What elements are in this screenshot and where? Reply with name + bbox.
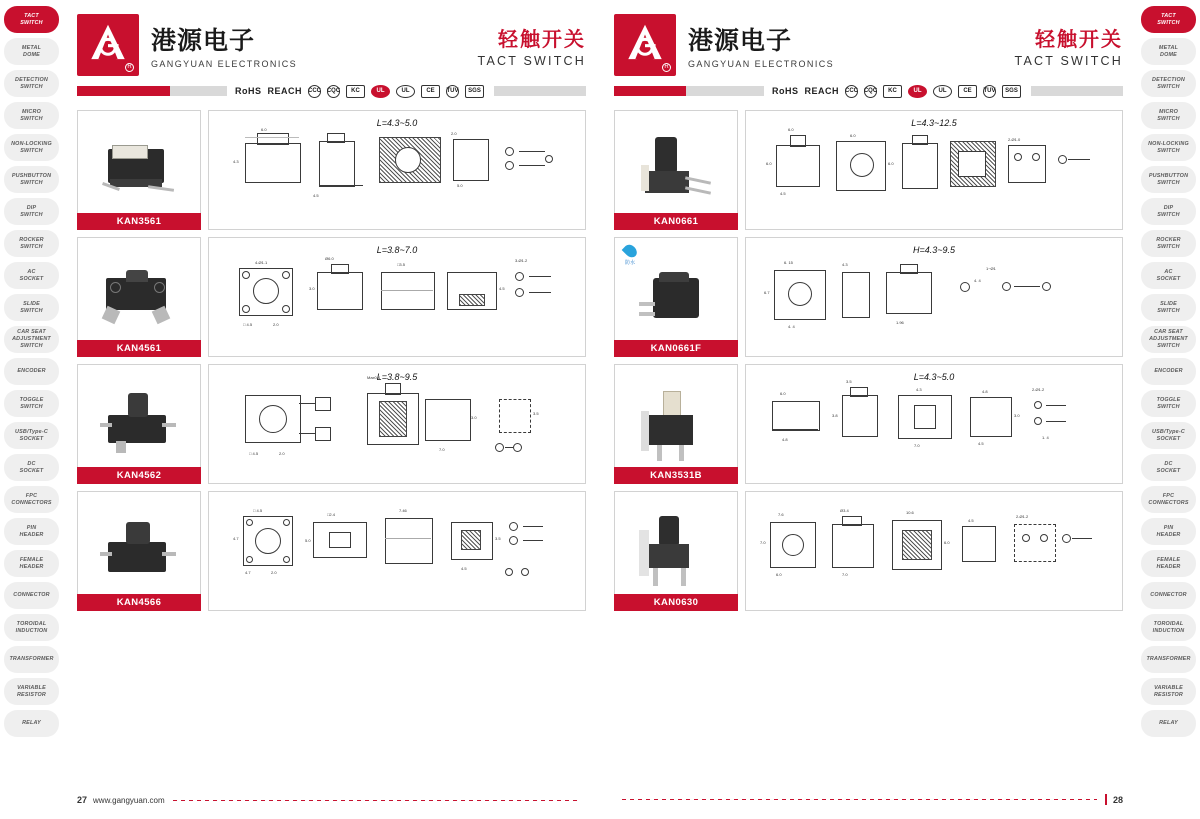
- sidebar-tab-label: SLIDE: [1160, 300, 1177, 307]
- sidebar-tab-detection-switch[interactable]: [4, 70, 59, 97]
- sidebar-tab-label: CONNECTORS: [11, 499, 52, 506]
- product-drawing: L=3.8~7.0 4-Ø1.1 □ 4.5 2.0 Ø6.0 3.0 □3.5 4.5 3-Ø1.2: [208, 237, 586, 357]
- product-rows-left: [77, 110, 586, 611]
- sidebar-tab-label: SWITCH: [1157, 403, 1180, 410]
- page-title-en: TACT SWITCH: [477, 53, 586, 68]
- reach-label: REACH: [804, 86, 840, 96]
- sidebar-tab-metal-dome[interactable]: [4, 38, 59, 65]
- sidebar-tab-fpc-connectors[interactable]: [4, 486, 59, 513]
- product-model-label: KAN4566: [77, 594, 201, 611]
- sidebar-tab-dip-switch[interactable]: [1141, 198, 1196, 225]
- brand-block-right: [688, 21, 834, 69]
- sidebar-tab-label: NON-LOCKING: [11, 140, 52, 147]
- sidebar-tab-label: FPC: [1162, 492, 1175, 499]
- product-photo: [77, 237, 201, 357]
- sidebar-tab-label: HEADER: [1156, 531, 1181, 538]
- sidebar-tab-female-header[interactable]: [1141, 550, 1196, 577]
- product-model-label: KAN3531B: [614, 467, 738, 484]
- sidebar-tab-ac-socket[interactable]: [4, 262, 59, 289]
- dimension-note: L=4.3~12.5: [911, 118, 957, 128]
- title-block-right: [1015, 23, 1123, 68]
- sidebar-tab-label: SWITCH: [20, 179, 43, 186]
- sidebar-tab-label: SWITCH: [1157, 83, 1180, 90]
- switch-photo-kan0661: [637, 135, 715, 205]
- product-drawing: □ 4.5 4.7 2.0 4.7 □2.4 5.0 7.46 3.5 4.5: [208, 491, 586, 611]
- sidebar-tab-label: INDUCTION: [15, 627, 48, 634]
- product-row: [77, 110, 586, 230]
- footer-divider: [622, 799, 1097, 800]
- switch-photo-kan4561: [100, 262, 178, 332]
- logo-glyph-icon: [86, 21, 130, 65]
- sidebar-tab-label: PIN: [26, 524, 37, 531]
- product-model-label: KAN4562: [77, 467, 201, 484]
- dimension-note: L=4.3~5.0: [376, 118, 418, 128]
- sidebar-tab-tact-switch[interactable]: [4, 6, 59, 33]
- page-header-right: [614, 0, 1123, 82]
- sidebar-tab-label: NON-LOCKING: [1148, 140, 1189, 147]
- sidebar-tab-variable-resistor[interactable]: [1141, 678, 1196, 705]
- sidebar-tab-label: HEADER: [1156, 563, 1181, 570]
- dimension-note: H=4.3~9.5: [912, 245, 956, 255]
- sidebar-tab-label: METAL: [21, 44, 42, 51]
- product-row: [77, 364, 586, 484]
- sidebar-tab-label: ROCKER: [1156, 236, 1181, 243]
- company-logo: [77, 14, 139, 76]
- right-page: [600, 0, 1137, 819]
- sidebar-tab-label: SWITCH: [1157, 179, 1180, 186]
- website-url[interactable]: www.gangyuan.com: [93, 795, 165, 805]
- sidebar-tab-label: SOCKET: [19, 435, 44, 442]
- sidebar-tab-label: SWITCH: [20, 243, 43, 250]
- cert-tail-bar: [494, 86, 586, 96]
- product-row: [77, 237, 586, 357]
- sidebar-tab-label: INDUCTION: [1152, 627, 1185, 634]
- sidebar-tab-dip-switch[interactable]: [4, 198, 59, 225]
- waterproof-label: 防水: [624, 260, 635, 266]
- sidebar-tab-dc-socket[interactable]: [1141, 454, 1196, 481]
- cert-tail-bar: [1031, 86, 1123, 96]
- product-model-label: KAN0661: [614, 213, 738, 230]
- sidebar-tab-label: DOME: [1160, 51, 1177, 58]
- sidebar-tab-toroidal-induction[interactable]: [4, 614, 59, 641]
- title-block-left: [478, 23, 586, 68]
- sidebar-tab-label: VARIABLE: [17, 684, 46, 691]
- sidebar-tab-label: RELAY: [22, 720, 41, 726]
- ccc-mark-icon: CCC: [845, 85, 858, 98]
- product-model-label: KAN0661F: [614, 340, 738, 357]
- sidebar-tab-label: TRANSFORMER: [9, 656, 54, 662]
- product-row: [614, 237, 1123, 357]
- page-title-cn: 轻触开关: [1035, 28, 1123, 51]
- product-photo: [77, 110, 201, 230]
- sidebar-tab-slide-switch[interactable]: [4, 294, 59, 321]
- sidebar-tab-label: TOROIDAL: [1153, 620, 1184, 627]
- brand-name-cn: 港源电子: [151, 28, 256, 55]
- sidebar-tab-label: SWITCH: [20, 147, 43, 154]
- sidebar-tab-connector[interactable]: [1141, 582, 1196, 609]
- sidebar-tab-label: USB/Type-C: [1152, 428, 1185, 435]
- sidebar-tab-label: SWITCH: [1157, 307, 1180, 314]
- product-drawing: L=3.8~9.5 □ 4.5 2.0 Max0.4 3.0 7.0 3.5: [208, 364, 586, 484]
- tuv-mark-icon: TUV: [446, 85, 459, 98]
- sidebar-tab-label: METAL: [1158, 44, 1179, 51]
- sidebar-tab-carseat-adjustment-switch[interactable]: [1141, 326, 1196, 353]
- sidebar-tab-label: SOCKET: [1156, 275, 1181, 282]
- dimension-note: L=4.3~5.0: [913, 372, 955, 382]
- footer-divider: [173, 800, 578, 801]
- sidebar-tab-pushbutton-switch[interactable]: [4, 166, 59, 193]
- sidebar-tab-label: SOCKET: [1156, 467, 1181, 474]
- ce-mark-icon: CE: [958, 85, 977, 98]
- page-number-left: 27: [77, 795, 88, 805]
- sidebar-tab-label: PUSHBUTTON: [1148, 172, 1189, 179]
- cert-bar-left: [77, 86, 227, 96]
- sidebar-tab-transformer[interactable]: [4, 646, 59, 673]
- sidebar-tab-label: PUSHBUTTON: [11, 172, 52, 179]
- sidebar-tab-label: CONNECTORS: [1148, 499, 1189, 506]
- sidebar-tab-rocker-switch[interactable]: [1141, 230, 1196, 257]
- sidebar-tab-usbtype-c-socket[interactable]: [4, 422, 59, 449]
- sidebar-tab-label: TOGGLE: [1156, 396, 1181, 403]
- certification-strip-left: [77, 82, 586, 100]
- sidebar-tab-label: TRANSFORMER: [1146, 656, 1191, 662]
- sidebar-tab-label: SWITCH: [20, 115, 43, 122]
- left-tab-column: [0, 0, 63, 819]
- switch-photo-kan0661f: [637, 262, 715, 332]
- sidebar-tab-dc-socket[interactable]: [4, 454, 59, 481]
- sidebar-tab-label: ENCODER: [1154, 368, 1183, 374]
- sidebar-tab-transformer[interactable]: [1141, 646, 1196, 673]
- sidebar-tab-carseat-adjustment-switch[interactable]: [4, 326, 59, 353]
- sidebar-tab-metal-dome[interactable]: [1141, 38, 1196, 65]
- sidebar-tab-label: TACT: [24, 12, 39, 19]
- sgs-mark-icon: SGS: [1002, 85, 1021, 98]
- dimension-note: L=3.8~7.0: [376, 245, 418, 255]
- certification-strip-right: [614, 82, 1123, 100]
- sidebar-tab-label: SWITCH: [20, 211, 43, 218]
- sidebar-tab-label: SWITCH: [1157, 115, 1180, 122]
- registered-mark-icon: R: [662, 63, 671, 72]
- sidebar-tab-label: DETECTION: [1152, 76, 1185, 83]
- sidebar-tab-label: DC: [1164, 460, 1173, 467]
- sidebar-tab-label: SWITCH: [1157, 243, 1180, 250]
- sidebar-tab-micro-switch[interactable]: [4, 102, 59, 129]
- cqc-mark-icon: CQC: [864, 85, 877, 98]
- sidebar-tab-label: ADJUSTMENT: [1149, 336, 1188, 342]
- page-footer-left: [77, 795, 586, 805]
- page-footer-right: [614, 794, 1123, 805]
- product-row: [614, 110, 1123, 230]
- sidebar-tab-label: MICRO: [1159, 108, 1178, 115]
- sidebar-tab-encoder[interactable]: [1141, 358, 1196, 385]
- sidebar-tab-label: TACT: [1161, 12, 1176, 19]
- sidebar-tab-label: CONNECTOR: [1150, 592, 1187, 598]
- product-rows-right: [614, 110, 1123, 611]
- ul-alt-mark-icon: UL: [396, 85, 415, 98]
- sidebar-tab-detection-switch[interactable]: [1141, 70, 1196, 97]
- footer-red-bar: [1105, 794, 1107, 805]
- switch-photo-kan4562: [100, 389, 178, 459]
- sidebar-tab-label: FEMALE: [1156, 556, 1181, 563]
- sidebar-tab-variable-resistor[interactable]: [4, 678, 59, 705]
- sidebar-tab-label: ADJUSTMENT: [12, 336, 51, 342]
- product-row: [614, 491, 1123, 611]
- sidebar-tab-micro-switch[interactable]: [1141, 102, 1196, 129]
- sidebar-tab-rocker-switch[interactable]: [4, 230, 59, 257]
- sidebar-tab-ac-socket[interactable]: [1141, 262, 1196, 289]
- product-model-label: KAN3561: [77, 213, 201, 230]
- sidebar-tab-toroidal-induction[interactable]: [1141, 614, 1196, 641]
- sidebar-tab-label: VARIABLE: [1154, 684, 1183, 691]
- sidebar-tab-label: SLIDE: [23, 300, 40, 307]
- sidebar-tab-label: SWITCH: [20, 307, 43, 314]
- sidebar-tab-label: FPC: [25, 492, 38, 499]
- sidebar-tab-label: SWITCH: [20, 403, 43, 410]
- sidebar-tab-label: RESISTOR: [16, 691, 47, 698]
- sidebar-tab-label: SWITCH: [1157, 147, 1180, 154]
- product-model-label: KAN4561: [77, 340, 201, 357]
- registered-mark-icon: R: [125, 63, 134, 72]
- switch-photo-kan3531b: [637, 389, 715, 459]
- sidebar-tab-label: PIN: [1163, 524, 1174, 531]
- product-photo: [77, 364, 201, 484]
- product-drawing: L=4.3~5.0 6.0 4.8 3.5 3.8 4.3 7.0 4.8 3.0 4.5 2-Ø1.2 1. 4: [745, 364, 1123, 484]
- reach-label: REACH: [267, 86, 303, 96]
- water-drop-icon: [621, 242, 639, 260]
- sgs-mark-icon: SGS: [465, 85, 484, 98]
- sidebar-tab-label: DIP: [26, 204, 37, 211]
- sidebar-tab-label: SWITCH: [20, 343, 43, 349]
- rohs-label: RoHS: [235, 86, 262, 96]
- sidebar-tab-toggle-switch[interactable]: [1141, 390, 1196, 417]
- pages-area: [63, 0, 1137, 819]
- sidebar-tab-label: CAR SEAT: [17, 329, 46, 335]
- ul-alt-mark-icon: UL: [933, 85, 952, 98]
- sidebar-tab-slide-switch[interactable]: [1141, 294, 1196, 321]
- right-tab-column: [1137, 0, 1200, 819]
- ce-mark-icon: CE: [421, 85, 440, 98]
- sidebar-tab-label: SWITCH: [1157, 343, 1180, 349]
- sidebar-tab-label: DC: [27, 460, 36, 467]
- sidebar-tab-label: SOCKET: [1156, 435, 1181, 442]
- cqc-mark-icon: CQC: [327, 85, 340, 98]
- product-row: [614, 364, 1123, 484]
- switch-photo-kan0630: [637, 516, 715, 586]
- sidebar-tab-label: DIP: [1163, 204, 1174, 211]
- page-title-cn: 轻触开关: [498, 28, 586, 51]
- sidebar-tab-label: MICRO: [22, 108, 41, 115]
- sidebar-tab-label: AC: [27, 268, 36, 275]
- kc-mark-icon: KC: [346, 85, 365, 98]
- sidebar-tab-label: CAR SEAT: [1154, 329, 1183, 335]
- sidebar-tab-label: SWITCH: [20, 83, 43, 90]
- sidebar-tab-relay[interactable]: [1141, 710, 1196, 737]
- sidebar-tab-relay[interactable]: [4, 710, 59, 737]
- sidebar-tab-label: ENCODER: [17, 368, 46, 374]
- sidebar-tab-label: TOROIDAL: [16, 620, 47, 627]
- product-row: [77, 491, 586, 611]
- company-logo: [614, 14, 676, 76]
- sidebar-tab-non-locking-switch[interactable]: [4, 134, 59, 161]
- sidebar-tab-fpc-connectors[interactable]: [1141, 486, 1196, 513]
- switch-photo-kan3561: [100, 135, 178, 205]
- sidebar-tab-toggle-switch[interactable]: [4, 390, 59, 417]
- brand-name-cn: 港源电子: [688, 28, 793, 55]
- sidebar-tab-label: HEADER: [19, 531, 44, 538]
- brand-block-left: [151, 21, 297, 69]
- product-drawing: 7.6 7.0 6.0 Ø3.4 7.0 10.6 6.0 4.5 2-Ø1.2: [745, 491, 1123, 611]
- sidebar-tab-usbtype-c-socket[interactable]: [1141, 422, 1196, 449]
- page-number-right: 28: [1112, 794, 1123, 805]
- rohs-label: RoHS: [772, 86, 799, 96]
- sidebar-tab-non-locking-switch[interactable]: [1141, 134, 1196, 161]
- logo-glyph-icon: [623, 21, 667, 65]
- sidebar-tab-pin-header[interactable]: [1141, 518, 1196, 545]
- ul-mark-icon: UL: [371, 85, 390, 98]
- cert-bar-right: [614, 86, 764, 96]
- sidebar-tab-label: RESISTOR: [1153, 691, 1184, 698]
- product-model-label: KAN0630: [614, 594, 738, 611]
- sidebar-tab-label: SWITCH: [20, 19, 43, 26]
- brand-name-en: GANGYUAN ELECTRONICS: [151, 59, 298, 69]
- sidebar-tab-label: DOME: [23, 51, 40, 58]
- sidebar-tab-label: TOGGLE: [19, 396, 44, 403]
- page-title-en: TACT SWITCH: [1014, 53, 1123, 68]
- sidebar-tab-pushbutton-switch[interactable]: [1141, 166, 1196, 193]
- brand-name-en: GANGYUAN ELECTRONICS: [688, 59, 835, 69]
- sidebar-tab-label: USB/Type-C: [15, 428, 48, 435]
- sidebar-tab-label: SOCKET: [19, 467, 44, 474]
- switch-photo-kan4566: [100, 516, 178, 586]
- product-photo: [614, 237, 738, 357]
- sidebar-tab-pin-header[interactable]: [4, 518, 59, 545]
- dimension-note: L=3.8~9.5: [376, 372, 418, 382]
- product-drawing: L=4.3~12.5 6.0 6.0 4.5 6.0 6.0 2-Ø1.0: [745, 110, 1123, 230]
- product-photo: [614, 110, 738, 230]
- sidebar-tab-label: FEMALE: [19, 556, 44, 563]
- product-drawing: L=4.3~5.0 6.0 4.3 4.5 2.0 5.0: [208, 110, 586, 230]
- tuv-mark-icon: TUV: [983, 85, 996, 98]
- sidebar-tab-label: SWITCH: [1157, 19, 1180, 26]
- product-drawing: H=4.3~9.5 6. 15 6.7 4. 4 4.3 1.96 4. 4 1~Ø1: [745, 237, 1123, 357]
- ccc-mark-icon: CCC: [308, 85, 321, 98]
- kc-mark-icon: KC: [883, 85, 902, 98]
- sidebar-tab-encoder[interactable]: [4, 358, 59, 385]
- sidebar-tab-label: DETECTION: [15, 76, 48, 83]
- sidebar-tab-connector[interactable]: [4, 582, 59, 609]
- sidebar-tab-label: AC: [1164, 268, 1173, 275]
- product-photo: [614, 491, 738, 611]
- sidebar-tab-label: SWITCH: [1157, 211, 1180, 218]
- product-photo: [77, 491, 201, 611]
- sidebar-tab-label: HEADER: [19, 563, 44, 570]
- sidebar-tab-label: SOCKET: [19, 275, 44, 282]
- sidebar-tab-female-header[interactable]: [4, 550, 59, 577]
- sidebar-tab-label: ROCKER: [19, 236, 44, 243]
- sidebar-tab-label: RELAY: [1159, 720, 1178, 726]
- page-header-left: [77, 0, 586, 82]
- sidebar-tab-label: CONNECTOR: [13, 592, 50, 598]
- ul-mark-icon: UL: [908, 85, 927, 98]
- left-page: [63, 0, 600, 819]
- product-photo: [614, 364, 738, 484]
- sidebar-tab-tact-switch[interactable]: [1141, 6, 1196, 33]
